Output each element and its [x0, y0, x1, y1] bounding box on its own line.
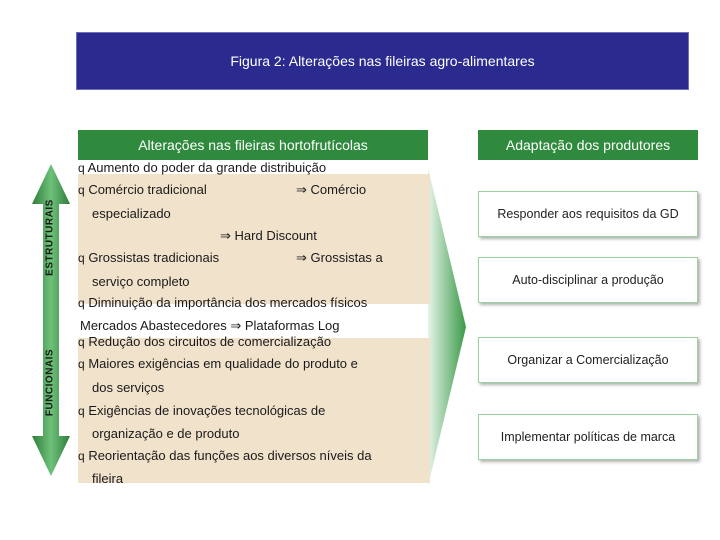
left-header-text: Alterações nas fileiras hortofrutícolas — [138, 137, 368, 153]
list-item: q Aumento do poder da grande distribuição — [78, 160, 327, 175]
list-item: organização e de produto — [92, 426, 240, 441]
figure-title: Figura 2: Alterações nas fileiras agro-alimentares — [230, 53, 535, 69]
list-item: ⇒ Hard Discount — [220, 228, 317, 243]
list-item: q Comércio tradicional — [78, 182, 207, 197]
implies-arrow-icon: ⇒ — [296, 182, 307, 197]
list-item: q Redução dos circuitos de comercialização — [78, 334, 332, 349]
list-item: q Diminuição da importância dos mercados físicos — [78, 295, 368, 310]
structural-label: ESTRUTURAIS — [44, 199, 56, 276]
right-arrow-icon — [428, 168, 468, 486]
list-item: q Maiores exigências em qualidade do produto e — [78, 356, 358, 371]
checkbox-bullet-icon: q — [78, 357, 85, 371]
functional-label: FUNCIONAIS — [44, 348, 56, 417]
figure-title-bar — [76, 32, 689, 90]
list-item: q Reorientação das funções aos diversos níveis da — [78, 448, 372, 463]
right-header — [478, 130, 698, 160]
list-item: q Exigências de inovações tecnológicas de — [78, 403, 326, 418]
checkbox-bullet-icon: q — [78, 296, 85, 310]
list-item: dos serviços — [92, 380, 165, 395]
checkbox-bullet-icon: q — [78, 335, 85, 349]
list-item: ⇒ Grossistas a — [296, 250, 383, 265]
list-item: fileira — [92, 471, 124, 486]
implies-arrow-icon: ⇒ — [220, 228, 231, 243]
right-header-text: Adaptação dos produtores — [505, 137, 671, 153]
list-item: q Grossistas tradicionais — [78, 250, 220, 265]
checkbox-bullet-icon: q — [78, 183, 85, 197]
list-item: ⇒ Comércio — [296, 182, 367, 197]
checkbox-bullet-icon: q — [78, 251, 85, 265]
adaptation-box: Responder aos requisitos da GD — [478, 191, 698, 237]
checkbox-bullet-icon: q — [78, 404, 85, 418]
adaptation-box: Auto-disciplinar a produção — [478, 257, 698, 303]
adaptation-box: Organizar a Comercialização — [478, 337, 698, 383]
list-item: serviço completo — [92, 274, 190, 289]
checkbox-bullet-icon: q — [78, 161, 85, 175]
checkbox-bullet-icon: q — [78, 449, 85, 463]
left-header — [78, 130, 428, 160]
list-item: Mercados Abastecedores ⇒ Plataformas Log — [80, 318, 340, 333]
implies-arrow-icon: ⇒ — [296, 250, 307, 265]
list-item: especializado — [92, 206, 171, 221]
adaptation-box: Implementar políticas de marca — [478, 414, 698, 460]
implies-arrow-icon: ⇒ — [230, 318, 242, 333]
